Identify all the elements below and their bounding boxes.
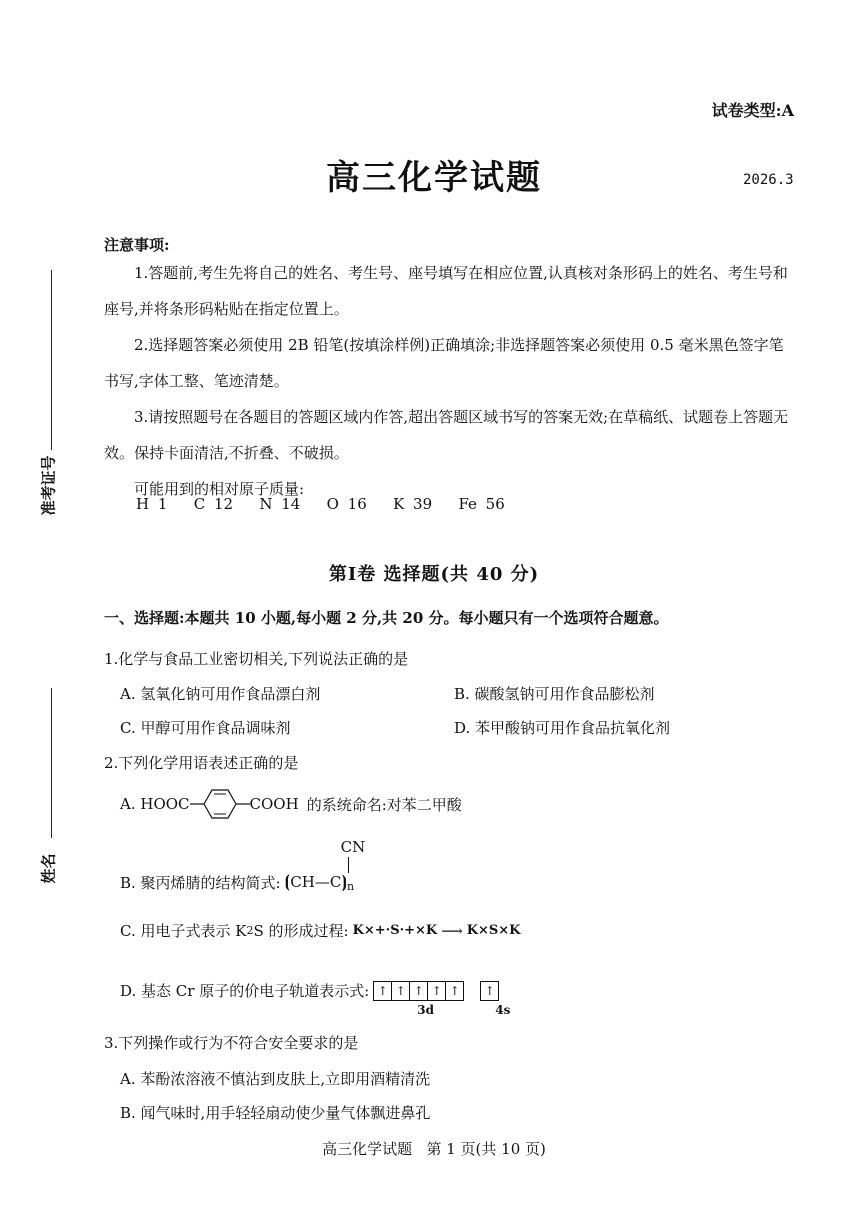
orbital-3d: ↑ ↑ ↑ ↑ ↑	[373, 981, 464, 1001]
polyacrylonitrile-formula: $⦗CH—C⦘_n$ CN	[284, 838, 366, 893]
exam-date: 2026.3	[743, 172, 794, 188]
q2-b-n: n	[347, 880, 355, 893]
atoms-label: 可能用到的相对原子质量:	[134, 480, 305, 498]
q2-b-text: B. 聚丙烯腈的结构简式:	[120, 874, 281, 892]
q1-option-a: A. 氢氧化钠可用作食品漂白剂	[120, 685, 321, 703]
notice-heading: 注意事项:	[104, 236, 170, 254]
name-label: 姓名	[39, 853, 58, 884]
q2-c-left: K×+·S·+×K	[352, 923, 438, 938]
q1-option-d: D. 苯甲酸钠可用作食品抗氧化剂	[454, 719, 671, 737]
q2-a-text: 的系统命名:对苯二甲酸	[306, 795, 462, 814]
q2-c-text: C. 用电子式表示 K	[120, 922, 247, 940]
q2-option-c	[120, 920, 520, 941]
arrow-right-icon: ⟶	[441, 921, 463, 940]
notice-item-3: 3.请按照题号在各题目的答题区域内作答,超出答题区域书写的答案无效;在草稿纸、试题卷上答题无效。保持卡面清洁,不折叠、不破损。	[104, 408, 789, 462]
q2-stem: 2.下列化学用语表述正确的是	[104, 754, 299, 772]
atomic-masses: H 1 C 12 N 14 O 16 K 39 Fe 56	[136, 495, 505, 513]
q1-option-b: B. 碳酸氢钠可用作食品膨松剂	[454, 685, 655, 703]
notice-item-2: 2.选择题答案必须使用 2B 铅笔(按填涂样例)正确填涂;非选择题答案必须使用 0.5 毫米黑色签字笔书写,字体工整、笔迹清楚。	[104, 336, 784, 390]
q2-b-cn: CN	[340, 838, 366, 856]
page-title: 高三化学试题	[326, 158, 542, 198]
notice-item-1: 1.答题前,考生先将自己的姓名、考生号、座号填写在相应位置,认真核对条形码上的姓名、考生号和座号,并将条形码粘贴在指定位置上。	[104, 264, 788, 318]
cn-bond	[348, 857, 349, 873]
q2-a-suffix: COOH	[249, 795, 299, 813]
q1-stem: 1.化学与食品工业密切相关,下列说法正确的是	[104, 650, 409, 668]
q2-c-text2: S 的形成过程:	[253, 922, 349, 940]
q3-option-a: A. 苯酚浓溶液不慎沾到皮肤上,立即用酒精清洗	[120, 1070, 431, 1088]
section-title: 第Ⅰ卷 选择题(共 40 分)	[328, 564, 540, 585]
q2-b-formula: CH—C	[290, 873, 342, 891]
q2-a-prefix: A. HOOC	[120, 795, 190, 813]
q1-option-c: C. 甲醇可用作食品调味剂	[120, 719, 291, 737]
exam-number-label: 准考证号	[39, 455, 58, 516]
label-3d: 3d	[417, 1002, 435, 1017]
name-line	[51, 688, 52, 838]
part-one-heading: 一、选择题:本题共 10 小题,每小题 2 分,共 20 分。每小题只有一个选项符合题意。	[104, 609, 669, 627]
q3-stem: 3.下列操作或行为不符合安全要求的是	[104, 1034, 359, 1052]
q2-option-b	[120, 838, 366, 893]
q3-option-b: B. 闻气味时,用手轻轻扇动使少量气体飘进鼻孔	[120, 1104, 431, 1122]
benzene-ring-icon	[190, 786, 250, 822]
exam-number-line	[51, 270, 52, 450]
q2-option-d	[120, 980, 511, 1017]
label-4s: 4s	[495, 1002, 511, 1017]
q2-c-right: K×S×K	[466, 923, 521, 938]
paper-type: 试卷类型:A	[711, 101, 794, 120]
q2-option-a	[120, 786, 462, 822]
page-footer: 高三化学试题 第 1 页(共 10 页)	[322, 1140, 546, 1158]
q2-d-text: D. 基态 Cr 原子的价电子轨道表示式:	[120, 982, 370, 1000]
q2-c-sub: 2	[246, 924, 254, 937]
orbital-4s: ↑	[480, 981, 499, 1001]
